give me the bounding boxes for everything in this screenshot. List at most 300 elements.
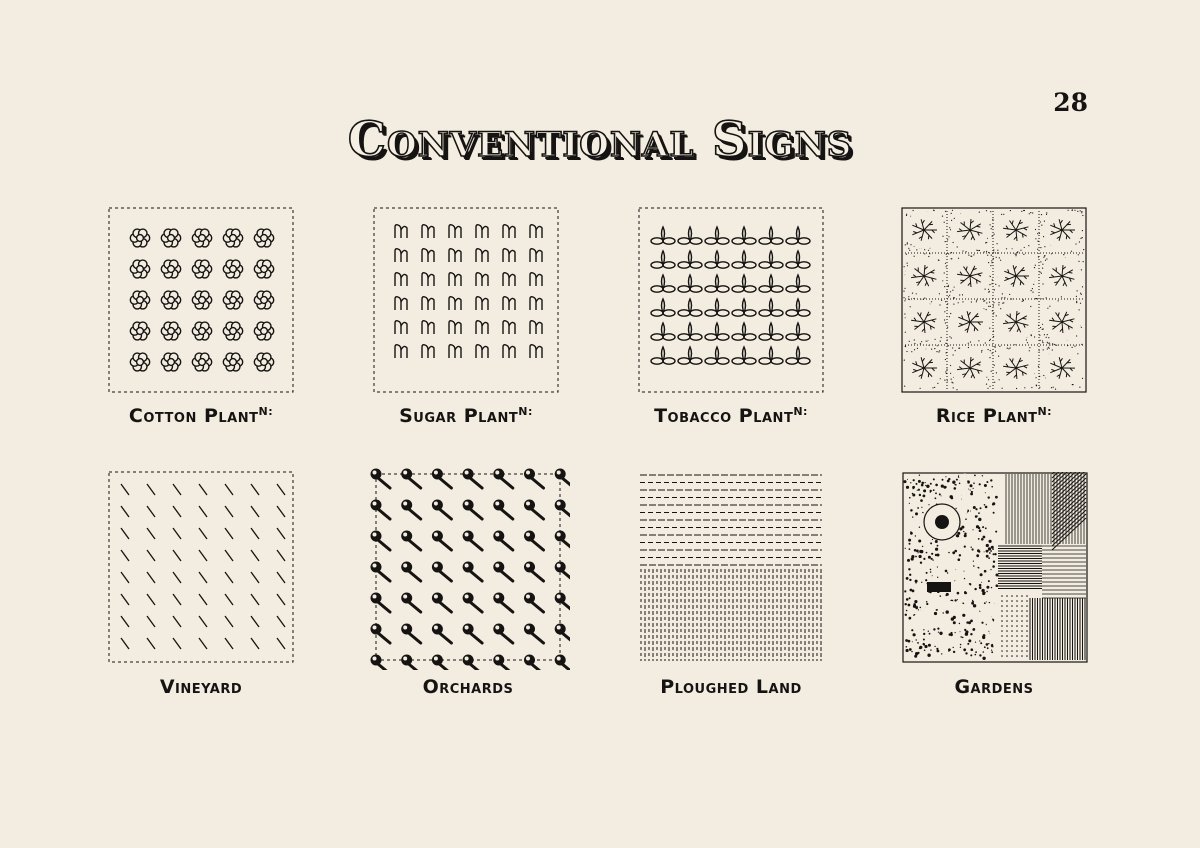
garden-shrub xyxy=(978,551,980,553)
orchard-tree xyxy=(524,593,544,613)
garden-dot xyxy=(1011,610,1013,612)
garden-shrub xyxy=(926,572,928,574)
garden-shrub xyxy=(915,535,916,536)
rice-dot xyxy=(996,315,997,316)
rice-dot xyxy=(1077,211,1078,212)
rice-dot xyxy=(908,248,909,249)
orchard-tree xyxy=(401,469,421,489)
garden-shrub xyxy=(919,475,920,476)
sugar-glyph xyxy=(530,321,542,334)
rice-dot xyxy=(993,252,994,253)
rice-dot xyxy=(990,224,991,225)
vine-stroke xyxy=(173,550,181,561)
sugar-glyph xyxy=(503,273,515,286)
rice-dot xyxy=(999,285,1000,286)
garden-shrub xyxy=(930,483,932,485)
rice-dot xyxy=(1010,210,1011,211)
garden-shrub xyxy=(979,529,982,532)
garden-shrub xyxy=(904,590,906,592)
rice-dot xyxy=(1055,389,1056,390)
rice-dot xyxy=(948,253,949,254)
garden-shrub xyxy=(974,628,975,629)
garden-shrub xyxy=(946,486,947,487)
rice-dot xyxy=(1023,210,1024,211)
rice-dot xyxy=(903,297,904,298)
rice-dot xyxy=(1082,237,1083,238)
garden-shrub xyxy=(919,494,921,496)
garden-dot xyxy=(1021,640,1023,642)
rice-dot xyxy=(951,337,952,338)
garden-shrub xyxy=(931,558,933,560)
garden-shrub xyxy=(923,633,925,635)
garden-shrub xyxy=(973,482,975,484)
rice-dot xyxy=(906,254,907,255)
vine-stroke xyxy=(251,616,259,627)
rice-dot xyxy=(916,249,917,250)
rice-dot xyxy=(986,210,987,211)
garden-shrub xyxy=(937,577,938,578)
garden-shrub xyxy=(934,612,937,615)
rice-dot xyxy=(959,294,960,295)
rice-dot xyxy=(979,212,980,213)
garden-shrub xyxy=(982,657,985,660)
garden-dot xyxy=(1021,600,1023,602)
garden-shrub xyxy=(989,552,991,554)
garden-shrub xyxy=(980,642,982,644)
rice-dot xyxy=(1080,293,1081,294)
garden-shrub xyxy=(911,629,913,631)
orchard-tree xyxy=(401,562,421,582)
garden-shrub xyxy=(917,652,919,654)
rice-dot xyxy=(1054,344,1055,345)
garden-shrub xyxy=(984,504,986,506)
rice-dot xyxy=(951,213,952,214)
rice-dot xyxy=(1043,257,1044,258)
garden-shrub xyxy=(965,630,968,633)
garden-shrub xyxy=(964,546,966,548)
rice-dot xyxy=(1052,349,1053,350)
rice-dot xyxy=(1032,212,1033,213)
rice-dot xyxy=(945,263,946,264)
garden-shrub xyxy=(948,552,950,554)
rice-dot xyxy=(944,272,945,273)
garden-shrub xyxy=(968,621,971,624)
garden-dot xyxy=(1016,620,1018,622)
rice-dot xyxy=(984,300,985,301)
garden-shrub xyxy=(920,607,922,609)
sugar-glyph xyxy=(476,345,488,358)
garden-shrub xyxy=(920,499,923,502)
garden-shrub xyxy=(955,484,957,486)
garden-shrub xyxy=(971,602,974,605)
garden-shrub xyxy=(991,546,994,549)
rice-dot xyxy=(949,295,950,296)
garden-shrub xyxy=(993,561,995,563)
rice-dot xyxy=(914,349,915,350)
rice-dot xyxy=(984,251,985,252)
garden-shrub xyxy=(910,509,912,511)
orchard-tree xyxy=(371,624,391,644)
garden-shrub xyxy=(922,512,923,513)
garden-shrub xyxy=(911,557,914,560)
rice-dot xyxy=(1074,210,1075,211)
rice-dot xyxy=(1040,221,1041,222)
garden-shrub xyxy=(909,648,912,651)
garden-shrub xyxy=(983,634,986,637)
rice-dot xyxy=(909,250,910,251)
rice-dot xyxy=(1034,267,1035,268)
garden-shrub xyxy=(910,482,911,483)
tobacco-leaf xyxy=(705,227,729,244)
rice-dot xyxy=(990,211,991,212)
sugar-glyph xyxy=(476,249,488,262)
rice-dot xyxy=(1046,258,1047,259)
rice-dot xyxy=(1049,348,1050,349)
garden-shrub xyxy=(908,568,910,570)
garden-shrub xyxy=(973,565,975,567)
rice-dot xyxy=(939,350,940,351)
rice-dot xyxy=(944,222,945,223)
sugar-glyph xyxy=(422,273,434,286)
garden-dot xyxy=(1011,635,1013,637)
garden-dot xyxy=(1006,610,1008,612)
orchard-tree xyxy=(555,500,570,520)
orchard-tree xyxy=(432,562,452,582)
orchard-tree xyxy=(432,655,452,671)
rice-dot xyxy=(1003,214,1004,215)
rice-dot xyxy=(1007,348,1008,349)
rice-dot xyxy=(1042,340,1043,341)
rice-dot xyxy=(958,258,959,259)
rice-dot xyxy=(953,387,954,388)
garden-dot xyxy=(1001,600,1003,602)
rice-dot xyxy=(951,379,952,380)
garden-shrub xyxy=(927,654,930,657)
garden-shrub xyxy=(988,580,990,582)
rice-dot xyxy=(1068,210,1069,211)
tobacco-leaf xyxy=(759,299,783,316)
garden-shrub xyxy=(940,595,942,597)
rice-dot xyxy=(1077,290,1078,291)
garden-shrub xyxy=(954,599,956,601)
tobacco-leaf xyxy=(786,299,810,316)
rice-dot xyxy=(1042,324,1043,325)
rice-dot xyxy=(1035,229,1036,230)
rice-dot xyxy=(1043,375,1044,376)
rice-dot xyxy=(990,265,991,266)
rice-dot xyxy=(951,220,952,221)
garden-dot xyxy=(1021,625,1023,627)
orchard-tree xyxy=(524,500,544,520)
rice-dot xyxy=(958,348,959,349)
sugar-glyph xyxy=(449,273,461,286)
garden-shrub xyxy=(960,636,962,638)
rice-dot xyxy=(996,257,997,258)
rice-dot xyxy=(952,290,953,291)
rice-dot xyxy=(931,349,932,350)
vine-stroke xyxy=(199,550,207,561)
garden-shrub xyxy=(970,633,972,635)
rice-dot xyxy=(914,256,915,257)
sugar-glyph xyxy=(422,345,434,358)
sugar-glyph xyxy=(530,249,542,262)
rice-dot xyxy=(904,360,905,361)
rice-dot xyxy=(995,284,996,285)
rice-dot xyxy=(940,341,941,342)
garden-shrub xyxy=(907,479,908,480)
garden-shrub xyxy=(915,580,918,583)
garden-shrub xyxy=(905,603,907,605)
rice-dot xyxy=(928,256,929,257)
rice-dot xyxy=(1022,301,1023,302)
cotton-rosette xyxy=(161,229,180,247)
rice-dot xyxy=(1082,286,1083,287)
tobacco-leaf xyxy=(678,275,702,292)
rice-dot xyxy=(920,388,921,389)
vine-stroke xyxy=(251,638,259,649)
rice-dot xyxy=(1081,327,1082,328)
garden-shrub xyxy=(947,572,948,573)
orchard-tree xyxy=(463,531,483,551)
garden-shrub xyxy=(915,556,917,558)
tobacco-leaf xyxy=(759,323,783,340)
garden-shrub xyxy=(909,497,911,499)
rice-dot xyxy=(947,327,948,328)
garden-shrub xyxy=(991,651,993,653)
tobacco-leaf xyxy=(705,275,729,292)
vine-stroke xyxy=(225,550,233,561)
garden-shrub xyxy=(935,540,938,543)
garden-dot xyxy=(1011,640,1013,642)
garden-shrub xyxy=(919,550,922,553)
garden-dot xyxy=(1021,615,1023,617)
garden-shrub xyxy=(923,558,925,560)
sugar-glyph xyxy=(476,273,488,286)
garden-shrub xyxy=(932,559,933,560)
cotton-rosette xyxy=(192,260,211,278)
garden-dot xyxy=(1021,645,1023,647)
sugar-glyph xyxy=(503,249,515,262)
garden-dot xyxy=(1011,620,1013,622)
tobacco-leaf xyxy=(705,299,729,316)
garden-shrub xyxy=(990,569,991,570)
rice-dot xyxy=(948,296,949,297)
garden-dot xyxy=(1021,605,1023,607)
rice-dot xyxy=(991,371,992,372)
cotton-rosette xyxy=(223,260,242,278)
tobacco-leaf xyxy=(759,251,783,268)
garden-shrub xyxy=(981,582,982,583)
rice-dot xyxy=(1024,387,1025,388)
garden-shrub xyxy=(976,554,979,557)
cotton-rosette xyxy=(192,229,211,247)
tobacco-plant-caption: Tobacco Plant$^{N:}$ xyxy=(654,405,808,427)
tobacco-leaf xyxy=(678,251,702,268)
rice-dot xyxy=(1078,254,1079,255)
rice-dot xyxy=(1048,337,1049,338)
rice-dot xyxy=(981,351,982,352)
garden-shrub xyxy=(923,495,926,498)
garden-shrub xyxy=(979,640,980,641)
vine-stroke xyxy=(277,528,285,539)
rice-dot xyxy=(988,289,989,290)
rice-dot xyxy=(906,215,907,216)
tobacco-leaf xyxy=(732,227,756,244)
cotton-rosette xyxy=(130,260,149,278)
garden-shrub xyxy=(957,532,960,535)
garden-shrub xyxy=(958,558,961,561)
vine-stroke xyxy=(173,572,181,583)
orchard-tree xyxy=(463,469,483,489)
orchard-tree xyxy=(371,562,391,582)
rice-dot xyxy=(1041,225,1042,226)
rice-dot xyxy=(932,387,933,388)
rice-dot xyxy=(997,243,998,244)
garden-shrub xyxy=(930,571,932,573)
orchard-tree xyxy=(432,593,452,613)
rice-dot xyxy=(997,250,998,251)
tobacco-leaf xyxy=(759,347,783,364)
garden-shrub xyxy=(977,516,978,517)
orchard-tree xyxy=(555,531,570,551)
garden-shrub xyxy=(986,555,989,558)
rice-dot xyxy=(909,341,910,342)
sugar-plant-sign xyxy=(373,207,559,393)
garden-dot xyxy=(1011,650,1013,652)
rice-dot xyxy=(1008,348,1009,349)
rice-dot xyxy=(976,301,977,302)
garden-shrub xyxy=(970,484,973,487)
garden-shrub xyxy=(979,654,981,656)
garden-shrub xyxy=(916,639,917,640)
garden-shrub xyxy=(923,643,925,645)
garden-shrub xyxy=(933,628,935,630)
rice-dot xyxy=(949,227,950,228)
orchard-tree xyxy=(555,469,570,489)
rice-dot xyxy=(1078,261,1079,262)
garden-shrub xyxy=(964,629,966,631)
garden-shrub xyxy=(982,592,985,595)
garden-dot xyxy=(1006,630,1008,632)
rice-dot xyxy=(1031,290,1032,291)
rice-dot xyxy=(1077,353,1078,354)
garden-shrub xyxy=(988,550,989,551)
rice-dot xyxy=(978,250,979,251)
tobacco-leaf xyxy=(705,323,729,340)
garden-shrub xyxy=(988,557,990,559)
rice-dot xyxy=(951,258,952,259)
garden-shrub xyxy=(968,639,971,642)
orchard-tree xyxy=(493,624,513,644)
rice-dot xyxy=(1046,297,1047,298)
rice-dot xyxy=(1039,387,1040,388)
rice-dot xyxy=(987,255,988,256)
vine-stroke xyxy=(225,572,233,583)
garden-shrub xyxy=(921,484,924,487)
rice-dot xyxy=(1017,251,1018,252)
garden-shrub xyxy=(957,599,958,600)
rice-dot xyxy=(917,348,918,349)
sugar-glyph xyxy=(530,225,542,238)
rice-dot xyxy=(1080,210,1081,211)
garden-shrub xyxy=(908,604,911,607)
garden-shrub xyxy=(964,533,966,535)
garden-shrub xyxy=(915,512,918,515)
garden-fountain-center xyxy=(935,515,949,529)
garden-shrub xyxy=(972,548,974,550)
vine-stroke xyxy=(251,572,259,583)
rice-dot xyxy=(992,219,993,220)
rice-dot xyxy=(931,301,932,302)
rice-dot xyxy=(1000,260,1001,261)
garden-dot xyxy=(1016,610,1018,612)
garden-shrub xyxy=(992,565,995,568)
rice-dot xyxy=(1040,247,1041,248)
rice-dot xyxy=(991,262,992,263)
rice-dot xyxy=(1081,269,1082,270)
tobacco-leaf xyxy=(651,251,675,268)
garden-shrub xyxy=(963,648,966,651)
rice-dot xyxy=(1072,347,1073,348)
orchard-tree xyxy=(401,593,421,613)
rice-dot xyxy=(958,302,959,303)
rice-dot xyxy=(986,384,987,385)
garden-shrub xyxy=(909,597,911,599)
vine-stroke xyxy=(199,506,207,517)
rice-dot xyxy=(920,343,921,344)
cotton-rosette xyxy=(161,322,180,340)
garden-shrub xyxy=(953,647,954,648)
sugar-glyph xyxy=(503,297,515,310)
rice-dot xyxy=(993,336,994,337)
rice-dot xyxy=(1081,212,1082,213)
cotton-rosette xyxy=(254,353,273,371)
garden-shrub xyxy=(918,609,919,610)
garden-shrub xyxy=(984,570,987,573)
rice-dot xyxy=(988,349,989,350)
rice-dot xyxy=(989,284,990,285)
garden-shrub xyxy=(923,629,924,630)
rice-dot xyxy=(1049,306,1050,307)
rice-dot xyxy=(1036,385,1037,386)
orchard-tree xyxy=(432,624,452,644)
garden-shrub xyxy=(950,495,953,498)
rice-dot xyxy=(985,242,986,243)
garden-shrub xyxy=(973,488,974,489)
garden-dot xyxy=(1016,630,1018,632)
garden-shrub xyxy=(946,610,949,613)
garden-shrub xyxy=(954,487,957,490)
garden-shrub xyxy=(928,556,931,559)
rice-dot xyxy=(1040,340,1041,341)
vine-stroke xyxy=(251,528,259,539)
garden-shrub xyxy=(907,559,910,562)
cotton-rosette xyxy=(254,322,273,340)
garden-dot xyxy=(1001,620,1003,622)
tobacco-leaf xyxy=(651,299,675,316)
garden-shrub xyxy=(906,598,909,601)
tobacco-leaf xyxy=(678,347,702,364)
rice-dot xyxy=(938,351,939,352)
garden-shrub xyxy=(914,549,917,552)
orchard-tree xyxy=(524,562,544,582)
tobacco-leaf xyxy=(732,347,756,364)
rice-dot xyxy=(991,228,992,229)
rice-dot xyxy=(985,289,986,290)
garden-shrub xyxy=(945,594,947,596)
garden-shrub xyxy=(960,647,961,648)
rice-dot xyxy=(1058,300,1059,301)
